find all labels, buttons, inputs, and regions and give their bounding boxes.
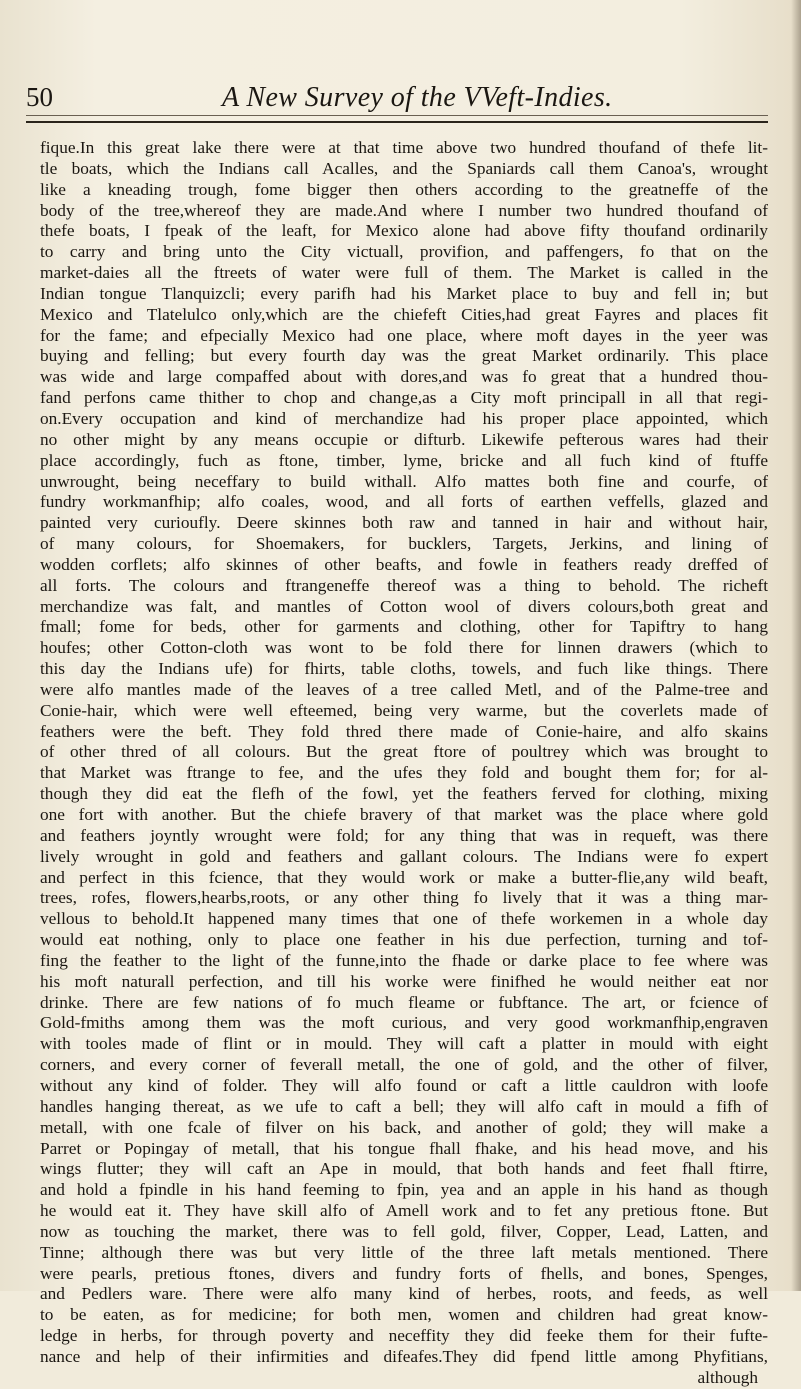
text-line: lively wrought in gold and feathers and gallant colours. The Indians were fo expert [40,846,768,866]
text-line: Gold-fmiths among them was the moft curious, and very good workmanfhip,engraven [40,1013,768,1033]
text-line: fmall; fome for beds, other for garments and clothing, other for Tapiftry to hang [40,617,768,637]
text-line: were pearls, pretious ftones, divers and fundry forts of fhells, and bones, Spenges, [40,1263,768,1283]
text-line: his moft naturall perfection, and till his worke were finifhed he would neither eat nor [40,971,768,991]
text-line: no other might by any means occupie or difturb. Likewife pefterous wares had their [40,429,768,449]
text-line: Tinne; although there was but very little of the three laft metals mentioned. There [40,1242,768,1262]
text-line: with tooles made of flint or in mould. They will caft a platter in mould with eight [40,1034,768,1054]
text-line: on.Every occupation and kind of merchandize had his proper place appointed, which [40,408,768,428]
text-line: drinke. There are few nations of fo much fleame or fubftance. The art, or fcience of [40,992,768,1012]
text-line: houfes; other Cotton-cloth was wont to be fold there for linnen drawers (which to [40,638,768,658]
text-line: thefe boats, I fpeak of the leaft, for Mexico alone had above fifty thoufand ordinarily [40,221,768,241]
text-line: handles hanging thereat, as we ufe to caft a bell; they will alfo caft in mould a fifh of [40,1096,768,1116]
text-line: feathers were the beft. They fold thred there made of Conie-haire, and alfo skains [40,721,768,741]
text-line: now as touching the market, there was to fell gold, filver, Copper, Lead, Latten, and [40,1221,768,1241]
text-line: without any kind of folder. They will alfo found or caft a little cauldron with loofe [40,1075,768,1095]
text-line: to carry and bring unto the City victuall, provifion, and paffengers, fo that on the [40,242,768,262]
running-title: A New Survey of the VVeft-Indies. [222,82,613,113]
text-line: wings flutter; they will caft an Ape in mould, that both hands and feet fhall ftirre, [40,1159,768,1179]
text-line: to be eaten, as for medicine; for both men, women and children had great know- [40,1305,768,1325]
text-line: place accordingly, fuch as ftone, timber, lyme, bricke and all fuch kind of ftuffe [40,450,768,470]
text-line: market-daies all the ftreets of water were full of them. The Market is called in the [40,263,768,283]
text-line: and perfect in this fcience, that they would work or make a butter-flie,any wild beaft, [40,867,768,887]
text-line: and feathers joyntly wrought were fold; for any thing that was in requeft, was there [40,825,768,845]
text-line: one fort with another. But the chiefe bravery of that market was the place where gold [40,805,768,824]
text-line: he would eat it. They have skill alfo of Amell work and to fet any pretious ftone. But [40,1201,768,1221]
text-line: ledge in herbs, for through poverty and neceffity they did feeke them for their fufte- [40,1326,768,1346]
running-head [26,82,786,118]
text-line: wodden corflets; alfo skinnes of other beafts, and fowle in feathers ready dreffed of [40,554,768,574]
text-line: unwrought, being neceffary to build withall. Alfo mattes both fine and courfe, of [40,471,768,491]
text-line: of many colours, for Shoemakers, for bucklers, Targets, Jerkins, and lining of [40,534,768,554]
text-line: though they did eat the flefh of the fowl, yet the feathers ferved for clothing, mixing [40,784,768,804]
text-line: like a kneading trough, fome bigger then others according to the greatneffe of the [40,179,768,199]
text-line: fique.In this great lake there were at that time above two hundred thoufand of thefe lit- [40,138,768,157]
text-line: was wide and large compaffed about with dores,and was fo great that a hundred thou- [40,367,768,387]
text-line: although [697,1367,758,1387]
text-line: corners, and every corner of feverall metall, the one of gold, and the other of filver, [40,1055,768,1075]
page-edge-shadow [791,0,801,1291]
text-line: all forts. The colours and ftrangeneffe thereof was a thing to behold. The richeft [40,575,768,595]
text-line: Conie-hair, which were well efteemed, being very warme, but the coverlets made of [40,700,768,720]
text-line: would eat nothing, only to place one feather in his due perfection, turning and tof- [40,930,768,950]
text-line: for the fame; and efpecially Mexico had one place, where moft dayes in the yeer was [40,325,768,345]
text-line: fand perfons came thither to chop and change,as a City moft principall in all that regi- [40,388,768,408]
text-line: trees, rofes, flowers,hearbs,roots, or any other thing fo lively that it was a thing mar- [40,888,768,908]
text-line: Parret or Popingay of metall, that his tongue fhall fhake, and his head move, and his [40,1138,768,1158]
text-line: body of the tree,whereof they are made.And where I number two hundred thoufand of [40,200,768,220]
text-line: tle boats, which the Indians call Acalles, and the Spaniards call them Canoa's, wrought [40,158,768,178]
text-line: and Pedlers ware. There were alfo many kind of herbes, roots, and feeds, as well [40,1284,768,1304]
header-rule [26,121,768,123]
page-number: 50 [26,82,53,112]
header-rule-thin [26,115,768,116]
text-line: fundry workmanfhip; alfo coales, wood, and all forts of earthen veffells, glazed and [40,492,768,512]
text-line: vellous to behold.It happened many times that one of thefe workemen in a whole day [40,909,768,929]
text-line: merchandize was falt, and mantles of Cotton wool of divers colours,both great and [40,596,768,616]
text-line: fing the feather to the light of the funne,into the fhade or darke place to fee where was [40,950,768,970]
text-line: metall, with one fcale of filver on his back, and another of gold; they will make a [40,1117,768,1137]
body-text [40,138,768,1389]
text-line: that Market was ftrange to fee, and the ufes they fold and bought them for; for al- [40,763,768,783]
text-line: painted very curioufly. Deere skinnes both raw and tanned in hair and without hair, [40,513,768,533]
text-line: of other thred of all colours. But the great ftore of poultrey which was brought to [40,742,768,762]
text-line: Indian tongue Tlanquizcli; every parifh had his Market place to buy and fell in; but [40,283,768,303]
text-line: Mexico and Tlatelulco only,which are the chiefeft Cities,had great Fayres and places fit [40,304,768,324]
text-line: nance and help of their infirmities and difeafes.They did fpend little among Phyfitians, [40,1346,768,1366]
text-line: were alfo mantles made of the leaves of a tree called Metl, and of the Palme-tree and [40,679,768,699]
text-line: and hold a fpindle in his hand feeming to fpin, yea and an apple in his hand as though [40,1180,768,1200]
text-line: this day the Indians ufe) for fhirts, table cloths, towels, and fuch like things. There [40,659,768,679]
text-line: buying and felling; but every fourth day was the great Market ordinarily. This place [40,346,768,366]
